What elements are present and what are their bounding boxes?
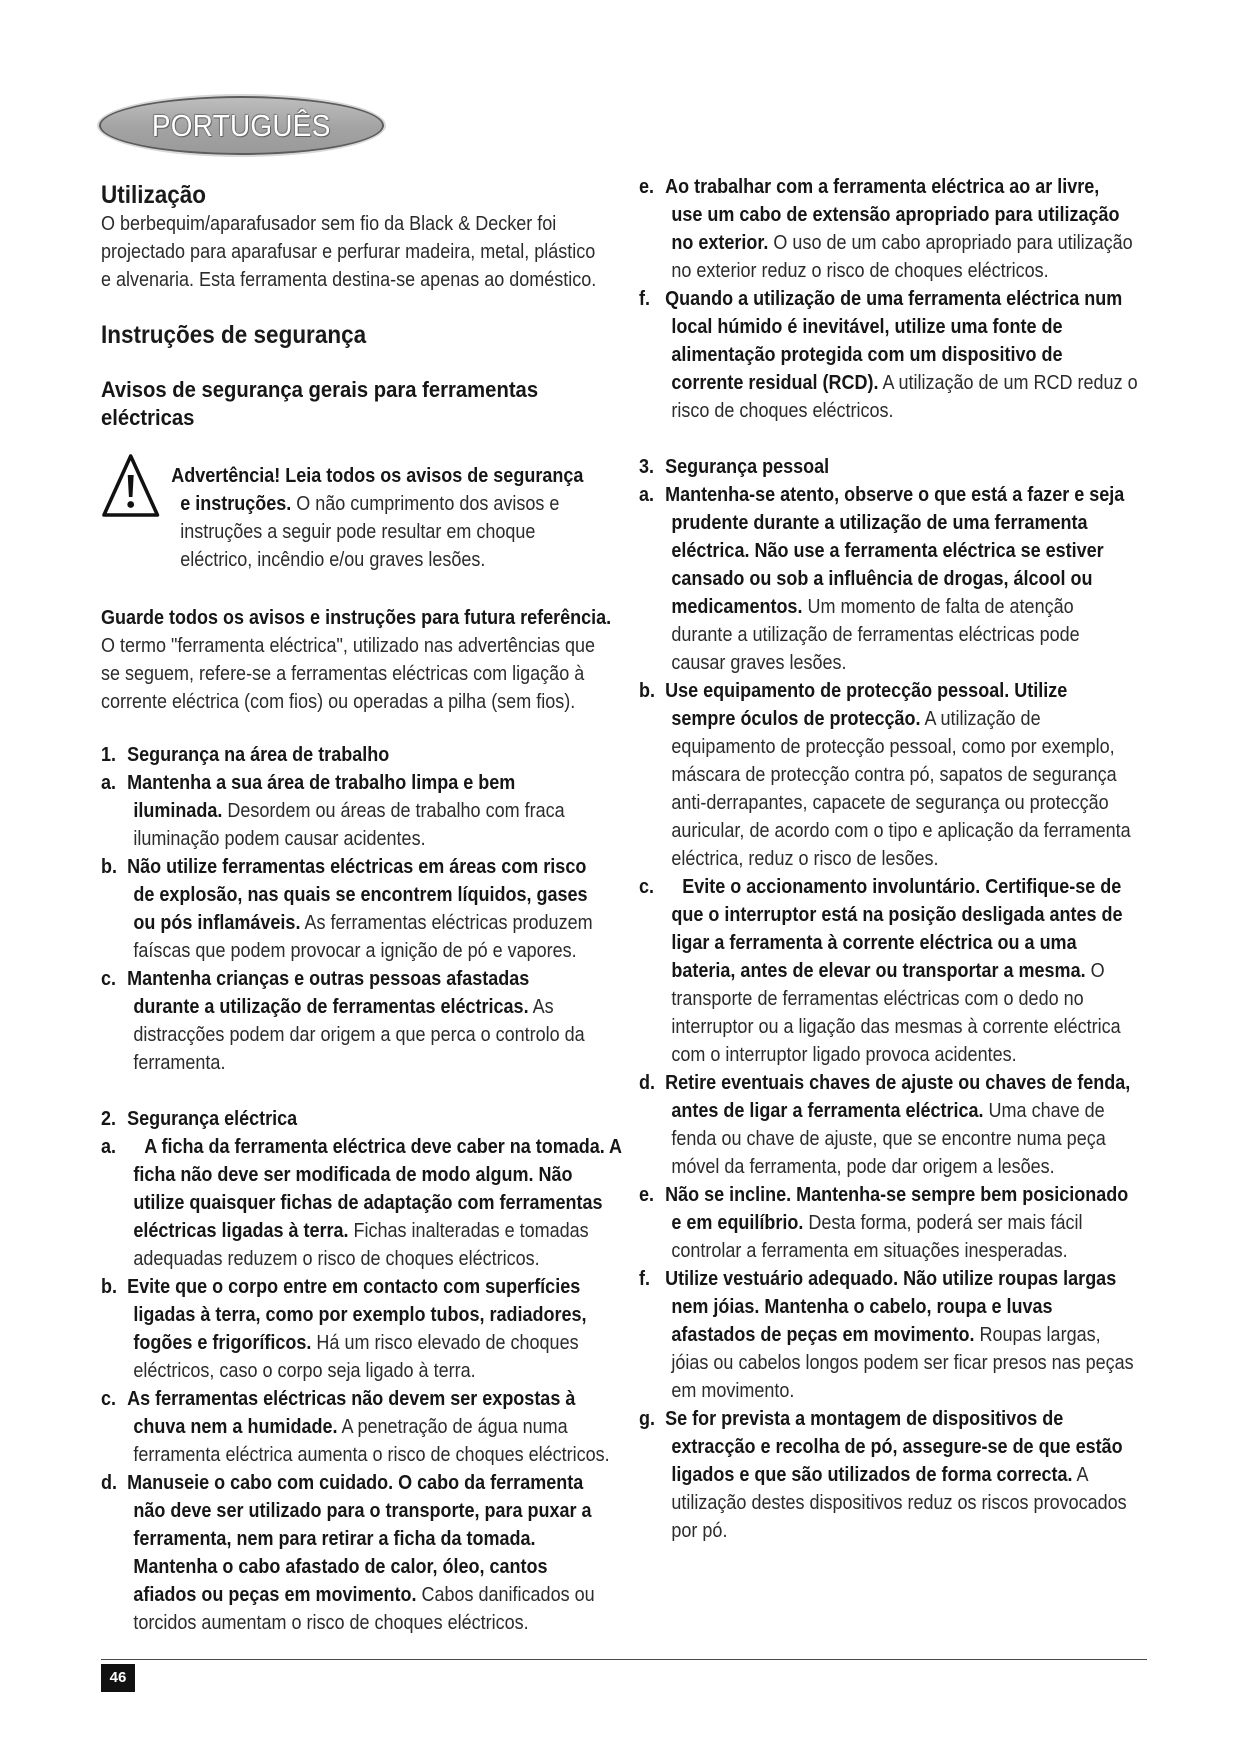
regular-text: Cabos danificados ou <box>416 1584 595 1606</box>
regular-text: utilização destes dispositivos reduz os riscos provocados <box>671 1492 1127 1514</box>
bold-text: cansado ou sob a influência de drogas, álcool ou <box>671 568 1093 590</box>
warning-notice <box>101 462 623 574</box>
text-line <box>639 649 1155 677</box>
text-line <box>639 285 1155 313</box>
list-item <box>639 173 1155 285</box>
text-line <box>101 1413 623 1441</box>
text-line <box>101 688 623 716</box>
list-item <box>639 873 1155 1069</box>
text-line <box>639 1013 1155 1041</box>
regular-text: iluminação podem causar acidentes. <box>133 828 426 850</box>
bold-text: A ficha da ferramenta eléctrica deve caber na tomada. A <box>144 1136 623 1158</box>
regular-text: interruptor ou a ligação das mesmas à corrente eléctrica <box>671 1016 1121 1038</box>
list-label: d. <box>639 1072 656 1094</box>
text-line <box>101 632 623 660</box>
text-line <box>101 1525 623 1553</box>
bold-text: iluminada. <box>133 800 223 822</box>
text-line <box>101 1301 623 1329</box>
bold-text: Avisos de segurança gerais para ferramentas <box>101 377 539 402</box>
text-line <box>639 313 1155 341</box>
warning-icon <box>101 453 160 519</box>
language-badge-label: PORTUGUÊS <box>152 107 331 143</box>
text-line <box>101 1553 623 1581</box>
regular-text: O berbequim/aparafusador sem fio da Black & Decker foi <box>101 213 557 235</box>
regular-text: faíscas que podem provocar a ignição de pó e vapores. <box>133 940 577 962</box>
list-label: a. <box>639 484 655 506</box>
regular-text: em movimento. <box>671 1380 795 1402</box>
regular-text: Desta forma, poderá ser mais fácil <box>803 1212 1083 1234</box>
bold-text: afiados ou peças em movimento. <box>133 1584 417 1606</box>
text-line <box>101 490 623 518</box>
list-label: f. <box>639 288 650 310</box>
list-label: c. <box>101 968 117 990</box>
page-number: 46 <box>101 1664 135 1692</box>
text-line <box>101 965 623 993</box>
text-line <box>101 1441 623 1469</box>
regular-text: eléctrico, incêndio e/ou graves lesões. <box>180 549 486 571</box>
regular-text: ferramenta eléctrica aumenta o risco de choques eléctricos. <box>133 1444 610 1466</box>
bold-text: e instruções. <box>180 493 292 515</box>
list-label: d. <box>101 1472 118 1494</box>
list-item <box>101 1133 623 1273</box>
bold-text: ficha não deve ser modificada de modo algum. Não <box>133 1164 573 1186</box>
list-item <box>639 1069 1155 1181</box>
text-line <box>101 1357 623 1385</box>
text-line <box>639 901 1155 929</box>
text-line <box>639 1461 1155 1489</box>
bold-text: As ferramentas eléctricas não devem ser expostas à <box>127 1388 576 1410</box>
section-heading: Instruções de segurança <box>101 321 367 349</box>
bold-text: sempre óculos de protecção. <box>671 708 921 730</box>
text-line <box>639 1209 1155 1237</box>
list-label: f. <box>639 1268 650 1290</box>
bold-text: Ao trabalhar com a ferramenta eléctrica ao ar livre, <box>665 176 1100 198</box>
bold-text: fogões e frigoríficos. <box>133 1332 312 1354</box>
regular-text: transporte de ferramentas eléctricas com o dedo no <box>671 988 1084 1010</box>
text-line <box>101 1609 623 1637</box>
regular-text: instruções a seguir pode resultar em choque <box>180 521 536 543</box>
text-line <box>101 1385 623 1413</box>
text-line <box>101 1189 623 1217</box>
text-line <box>101 937 623 965</box>
text-line <box>639 201 1155 229</box>
regular-text: no exterior reduz o risco de choques eléctricos. <box>671 260 1049 282</box>
section-heading: Utilização <box>101 181 207 209</box>
text-line <box>639 341 1155 369</box>
regular-text: As <box>528 996 554 1018</box>
bold-text: no exterior. <box>671 232 769 254</box>
text-line <box>639 705 1155 733</box>
text-line <box>101 797 623 825</box>
regular-text: A penetração de água numa <box>337 1416 568 1438</box>
regular-text: A <box>1072 1464 1089 1486</box>
text-line <box>101 1021 623 1049</box>
text-line <box>639 1405 1155 1433</box>
text-line <box>639 1265 1155 1293</box>
regular-text: durante a utilização de ferramentas eléctricas pode <box>671 624 1080 646</box>
regular-text: ferramenta. <box>133 1052 226 1074</box>
regular-text: fenda ou chave de ajuste, que se encontre numa peça <box>671 1128 1106 1150</box>
regular-text: eléctricos, caso o corpo seja ligado à terra. <box>133 1360 476 1382</box>
regular-text: auricular, de acordo com o tipo e aplicação da ferramenta <box>671 820 1131 842</box>
text-line <box>101 909 623 937</box>
regular-text: Roupas largas, <box>974 1324 1101 1346</box>
section-title: Segurança pessoal <box>665 456 830 478</box>
regular-text: projectado para aparafusar e perfurar madeira, metal, plástico <box>101 241 596 263</box>
regular-text: risco de choques eléctricos. <box>671 400 894 422</box>
regular-text: por pó. <box>671 1520 728 1542</box>
bold-text: Retire eventuais chaves de ajuste ou chaves de fenda, <box>665 1072 1131 1094</box>
regular-text: com o interruptor ligado provoca acidentes. <box>671 1044 1017 1066</box>
text-line <box>639 593 1155 621</box>
regular-text: causar graves lesões. <box>671 652 847 674</box>
text-line <box>639 1181 1155 1209</box>
text-line <box>101 1133 623 1161</box>
list-label: a. <box>101 772 117 794</box>
text-line <box>101 1217 623 1245</box>
text-line <box>101 1469 623 1497</box>
bold-text: Mantenha o cabo afastado de calor, óleo, cantos <box>133 1556 548 1578</box>
text-line <box>639 1125 1155 1153</box>
text-line <box>639 229 1155 257</box>
text-line <box>101 853 623 881</box>
text-line <box>639 1377 1155 1405</box>
list-item <box>101 1469 623 1637</box>
list-item <box>101 965 623 1077</box>
list-label: e. <box>639 176 655 198</box>
text-line <box>639 1097 1155 1125</box>
text-line <box>101 210 623 238</box>
regular-text: O uso de um cabo apropriado para utilização <box>768 232 1133 254</box>
bold-text: Use equipamento de protecção pessoal. Utilize <box>665 680 1068 702</box>
bold-text: ligados e que são utilizados de forma correcta. <box>671 1464 1073 1486</box>
list-label: b. <box>101 1276 118 1298</box>
list-item <box>639 1265 1155 1405</box>
text-line <box>639 817 1155 845</box>
regular-text: torcidos aumentam o risco de choques eléctricos. <box>133 1612 529 1634</box>
regular-text: adequadas reduzem o risco de choques eléctricos. <box>133 1248 540 1270</box>
exclamation-dot <box>127 501 134 508</box>
numbered-section-title <box>101 741 623 769</box>
text-line <box>639 621 1155 649</box>
list-label: e. <box>639 1184 655 1206</box>
text-line <box>639 257 1155 285</box>
numbered-section-title <box>639 453 1155 481</box>
text-line <box>639 845 1155 873</box>
regular-text: As ferramentas eléctricas produzem <box>300 912 593 934</box>
bold-text: Não se incline. Mantenha-se sempre bem posicionado <box>665 1184 1129 1206</box>
bold-text: e em equilíbrio. <box>671 1212 804 1234</box>
bold-text: corrente residual (RCD). <box>671 372 879 394</box>
regular-text: Fichas inalteradas e tomadas <box>348 1220 589 1242</box>
bold-text: nem jóias. Mantenha o cabelo, roupa e luvas <box>671 1296 1053 1318</box>
regular-text: Uma chave de <box>983 1100 1105 1122</box>
text-line <box>639 1321 1155 1349</box>
regular-text: anti-derrapantes, capacete de segurança ou protecção <box>671 792 1109 814</box>
text-line <box>639 1489 1155 1517</box>
list-item <box>101 853 623 965</box>
text-line <box>101 1161 623 1189</box>
bold-text: antes de ligar a ferramenta eléctrica. <box>671 1100 984 1122</box>
bold-text: durante a utilização de ferramentas eléctricas. <box>133 996 529 1018</box>
list-item <box>101 1273 623 1385</box>
text-line <box>639 537 1155 565</box>
bold-text: extracção e recolha de pó, assegure-se de que estão <box>671 1436 1123 1458</box>
bold-text: ferramenta, nem para retirar a ficha da tomada. <box>133 1528 536 1550</box>
text-line <box>101 660 623 688</box>
list-item <box>639 1405 1155 1545</box>
bold-text: que o interruptor está na posição desligada antes de <box>671 904 1123 926</box>
text-line <box>639 397 1155 425</box>
text-line <box>639 173 1155 201</box>
section-number: 1. <box>101 744 117 766</box>
bold-text: medicamentos. <box>671 596 803 618</box>
regular-text: equipamento de protecção pessoal, como por exemplo, <box>671 736 1115 758</box>
text-line <box>101 462 623 490</box>
bold-text: Mantenha crianças e outras pessoas afastadas <box>127 968 530 990</box>
bold-text: Manuseie o cabo com cuidado. O cabo da ferramenta <box>127 1472 584 1494</box>
bold-text: use um cabo de extensão apropriado para utilização <box>671 204 1120 226</box>
text-line <box>639 1153 1155 1181</box>
regular-text: e alvenaria. Esta ferramenta destina-se apenas ao doméstico. <box>101 269 597 291</box>
bold-text: afastados de peças em movimento. <box>671 1324 975 1346</box>
list-label: c. <box>101 1388 117 1410</box>
text-line <box>639 369 1155 397</box>
bold-text: Utilize vestuário adequado. Não utilize roupas largas <box>665 1268 1117 1290</box>
text-line <box>101 518 623 546</box>
regular-text: Há um risco elevado de choques <box>311 1332 579 1354</box>
regular-text: O termo "ferramenta eléctrica", utilizado nas advertências que <box>101 635 596 657</box>
bold-text: Advertência! Leia todos os avisos de segurança <box>171 465 584 487</box>
list-item <box>101 769 623 853</box>
text-line <box>639 1433 1155 1461</box>
subsection-heading <box>101 376 623 432</box>
regular-text: Um momento de falta de atenção <box>802 596 1074 618</box>
list-item <box>639 677 1155 873</box>
bold-text: Evite que o corpo entre em contacto com superfícies <box>127 1276 581 1298</box>
text-line <box>101 376 623 404</box>
text-line <box>101 993 623 1021</box>
body-paragraph <box>101 604 623 716</box>
bold-text: Mantenha a sua área de trabalho limpa e bem <box>127 772 516 794</box>
text-line <box>101 404 623 432</box>
text-line <box>101 1497 623 1525</box>
text-line <box>101 1329 623 1357</box>
section-title: Segurança na área de trabalho <box>127 744 390 766</box>
regular-text: corrente eléctrica (com fios) ou operadas a pilha (sem fios). <box>101 691 576 713</box>
regular-text: distracções podem dar origem a que perca o controlo da <box>133 1024 585 1046</box>
text-line <box>639 1237 1155 1265</box>
regular-text: O não cumprimento dos avisos e <box>291 493 560 515</box>
regular-text: se seguem, refere-se a ferramentas eléctricas com ligação à <box>101 663 585 685</box>
list-item <box>101 1385 623 1469</box>
text-line <box>639 985 1155 1013</box>
regular-text: A utilização de <box>920 708 1041 730</box>
text-line <box>101 604 623 632</box>
regular-text: controlar a ferramenta em situações inesperadas. <box>671 1240 1068 1262</box>
bold-text: de explosão, nas quais se encontrem líquidos, gases <box>133 884 588 906</box>
text-line <box>101 266 623 294</box>
list-label: g. <box>639 1408 656 1430</box>
section-number: 3. <box>639 456 655 478</box>
bold-text: bateria, antes de elevar ou transportar a mesma. <box>671 960 1086 982</box>
list-item <box>639 285 1155 425</box>
regular-text: jóias ou cabelos longos podem ser ficar presos nas peças <box>671 1352 1134 1374</box>
bold-text: ligadas à terra, como por exemplo tubos, radiadores, <box>133 1304 587 1326</box>
text-line <box>639 481 1155 509</box>
regular-text: móvel da ferramenta, pode dar origem a lesões. <box>671 1156 1055 1178</box>
section-number: 2. <box>101 1108 117 1130</box>
bold-text: não deve ser utilizado para o transporte, para puxar a <box>133 1500 592 1522</box>
text-line <box>639 1293 1155 1321</box>
bold-text: local húmido é inevitável, utilize uma fonte de <box>671 316 1063 338</box>
footer-divider <box>101 1659 1147 1660</box>
text-line <box>639 1517 1155 1545</box>
regular-text: máscara de protecção contra pó, sapatos de segurança <box>671 764 1117 786</box>
text-line <box>101 1581 623 1609</box>
warning-triangle-icon <box>101 453 160 519</box>
text-line <box>639 733 1155 761</box>
text-line <box>101 238 623 266</box>
text-line <box>101 881 623 909</box>
bold-text: eléctricas <box>101 405 195 430</box>
text-line <box>639 565 1155 593</box>
bold-text: eléctrica. Não use a ferramenta eléctrica se estiver <box>671 540 1104 562</box>
bold-text: ligar a ferramenta à corrente eléctrica ou a uma <box>671 932 1077 954</box>
list-label: c. <box>639 876 655 898</box>
right-column <box>639 173 1155 1545</box>
bold-text: Evite o accionamento involuntário. Certifique-se de <box>682 876 1122 898</box>
list-item <box>639 1181 1155 1265</box>
regular-text: Desordem ou áreas de trabalho com fraca <box>222 800 565 822</box>
text-line <box>639 1041 1155 1069</box>
regular-text: A utilização de um RCD reduz o <box>878 372 1138 394</box>
list-label: b. <box>101 856 118 878</box>
bold-text: eléctricas ligadas à terra. <box>133 1220 349 1242</box>
bold-text: Quando a utilização de uma ferramenta eléctrica num <box>665 288 1123 310</box>
body-paragraph <box>101 210 623 294</box>
text-line <box>639 957 1155 985</box>
regular-text: O <box>1085 960 1105 982</box>
bold-text: Se for prevista a montagem de dispositivos de <box>665 1408 1064 1430</box>
text-line <box>639 1349 1155 1377</box>
bold-text: Não utilize ferramentas eléctricas em áreas com risco <box>127 856 587 878</box>
bold-text: prudente durante a utilização de uma ferramenta <box>671 512 1088 534</box>
bold-text: alimentação protegida com um dispositivo de <box>671 344 1063 366</box>
text-line <box>101 1273 623 1301</box>
regular-text: eléctrica, reduz o risco de lesões. <box>671 848 939 870</box>
text-line <box>101 825 623 853</box>
list-label: b. <box>639 680 656 702</box>
text-line <box>639 1069 1155 1097</box>
bold-text: ou pós inflamáveis. <box>133 912 301 934</box>
text-line <box>101 769 623 797</box>
text-line <box>101 1245 623 1273</box>
list-label: a. <box>101 1136 117 1158</box>
bold-text: chuva nem a humidade. <box>133 1416 338 1438</box>
section-title: Segurança eléctrica <box>127 1108 298 1130</box>
text-line <box>639 509 1155 537</box>
bold-text: Mantenha-se atento, observe o que está a fazer e seja <box>665 484 1125 506</box>
text-line <box>639 789 1155 817</box>
list-item <box>639 481 1155 677</box>
numbered-section-title <box>101 1105 623 1133</box>
text-line <box>639 929 1155 957</box>
text-line <box>101 546 623 574</box>
left-column <box>101 180 623 1637</box>
text-line <box>639 873 1155 901</box>
text-line <box>101 1049 623 1077</box>
bold-text: Guarde todos os avisos e instruções para futura referência. <box>101 607 612 629</box>
bold-text: utilize quaisquer fichas de adaptação com ferramentas <box>133 1192 603 1214</box>
text-line <box>639 677 1155 705</box>
language-badge <box>99 96 384 155</box>
text-line <box>639 761 1155 789</box>
